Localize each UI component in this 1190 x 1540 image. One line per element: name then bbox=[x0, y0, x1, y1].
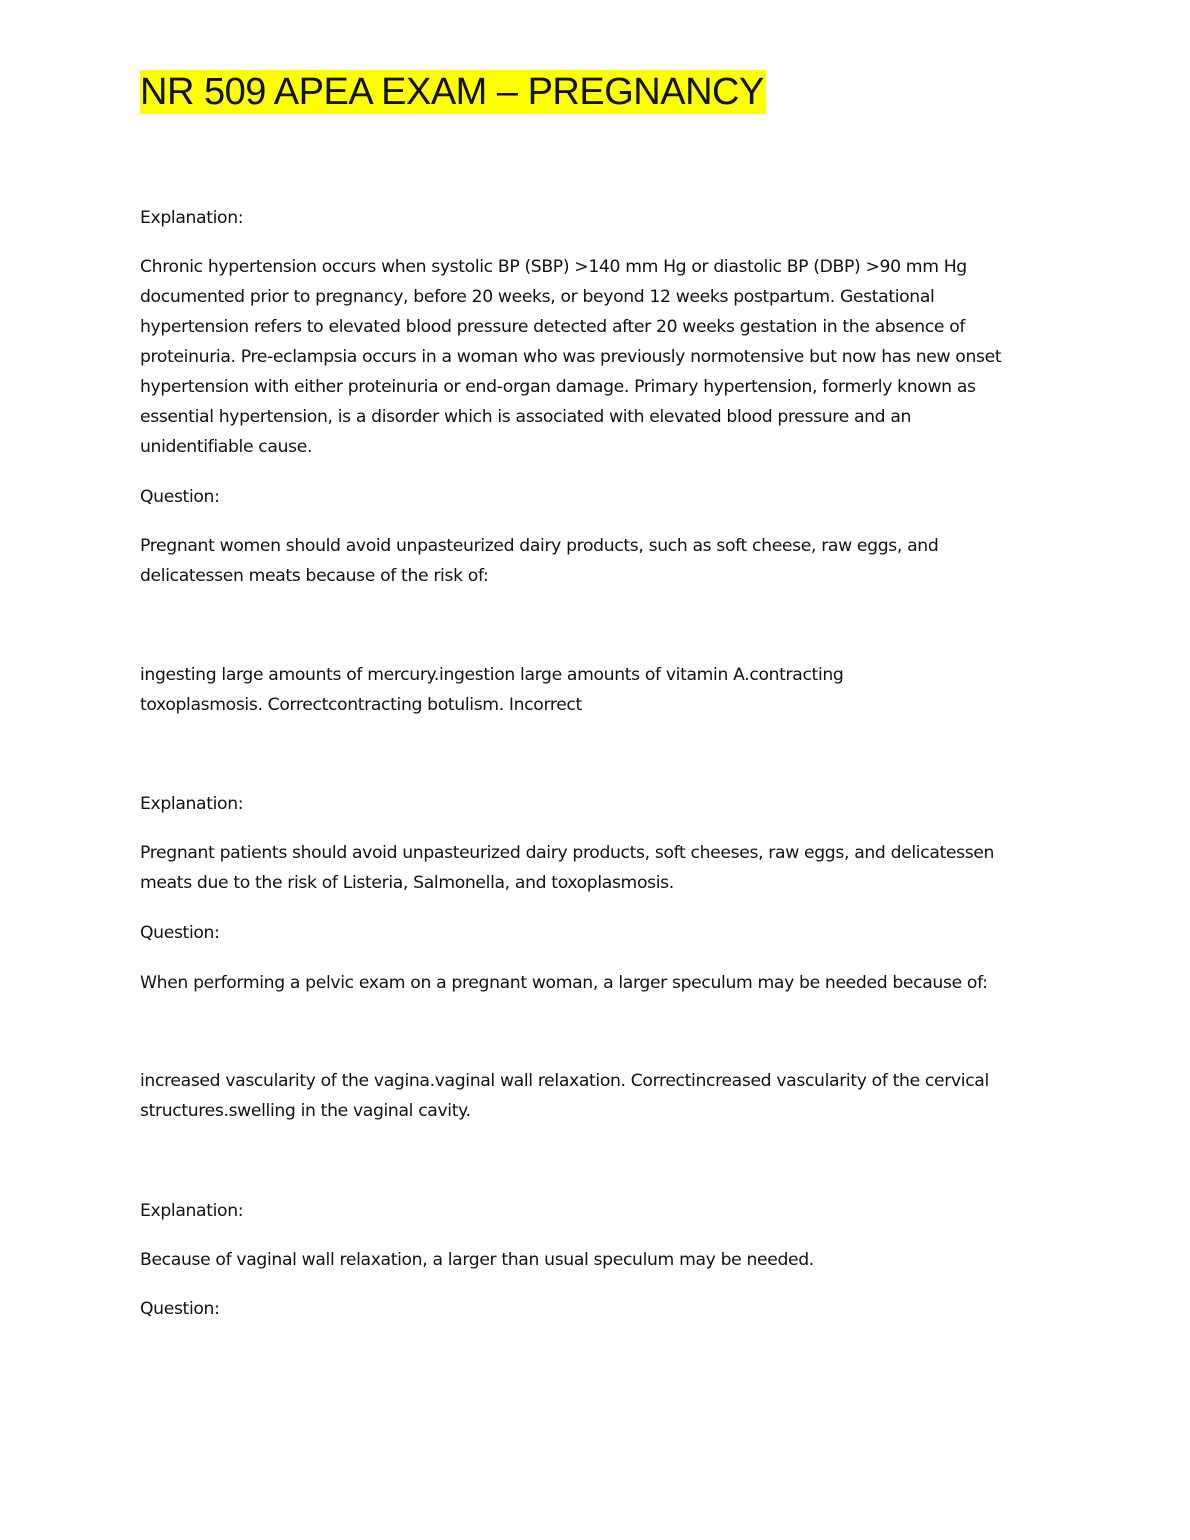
explanation-label-1: Explanation: bbox=[140, 208, 244, 228]
document-title: NR 509 APEA EXAM – PREGNANCY bbox=[140, 71, 764, 113]
explanation-speculum: Because of vaginal wall relaxation, a larger than usual speculum may be needed. bbox=[140, 1250, 814, 1270]
answers-speculum: increased vascularity of the vagina.vaginal wall relaxation. Correctincreased vascularity of the cervical structures.swelling in the vaginal cavity. bbox=[140, 1071, 989, 1121]
explanation-dairy: Pregnant patients should avoid unpasteurized dairy products, soft cheeses, raw eggs, and delicatessen meats due to the risk of Listeria, Salmonella, and toxoplasmosis. bbox=[140, 843, 995, 893]
question-label-3: Question: bbox=[140, 1299, 220, 1319]
question-dairy: Pregnant women should avoid unpasteurized dairy products, such as soft cheese, raw eggs, and delicatessen meats because of the risk of: bbox=[140, 536, 939, 586]
explanation-label-3: Explanation: bbox=[140, 1201, 244, 1221]
question-label-1: Question: bbox=[140, 487, 220, 507]
question-speculum: When performing a pelvic exam on a pregnant woman, a larger speculum may be needed because of: bbox=[140, 973, 988, 993]
explanation-label-2: Explanation: bbox=[140, 794, 244, 814]
question-label-2: Question: bbox=[140, 923, 220, 943]
answers-dairy: ingesting large amounts of mercury.ingestion large amounts of vitamin A.contracting toxoplasmosis. Correctcontracting botulism. Incorrect bbox=[140, 665, 844, 715]
explanation-hypertension: Chronic hypertension occurs when systolic BP (SBP) >140 mm Hg or diastolic BP (DBP) >90 mm Hg documented prior to pregnancy, before 20 weeks, or beyond 12 weeks postpartum. Gestational hypertension refers to elevated blood pressure detected after 20 weeks gestation in the absence of proteinuria. Pre-eclampsia occurs in a woman who was previously normotensive but now has new onset hypertension with either proteinuria or end-organ damage. Primary hypertension, formerly known as essential hypertension, is a disorder which is associated with elevated blood pressure and an unidentifiable cause. bbox=[140, 257, 1002, 457]
